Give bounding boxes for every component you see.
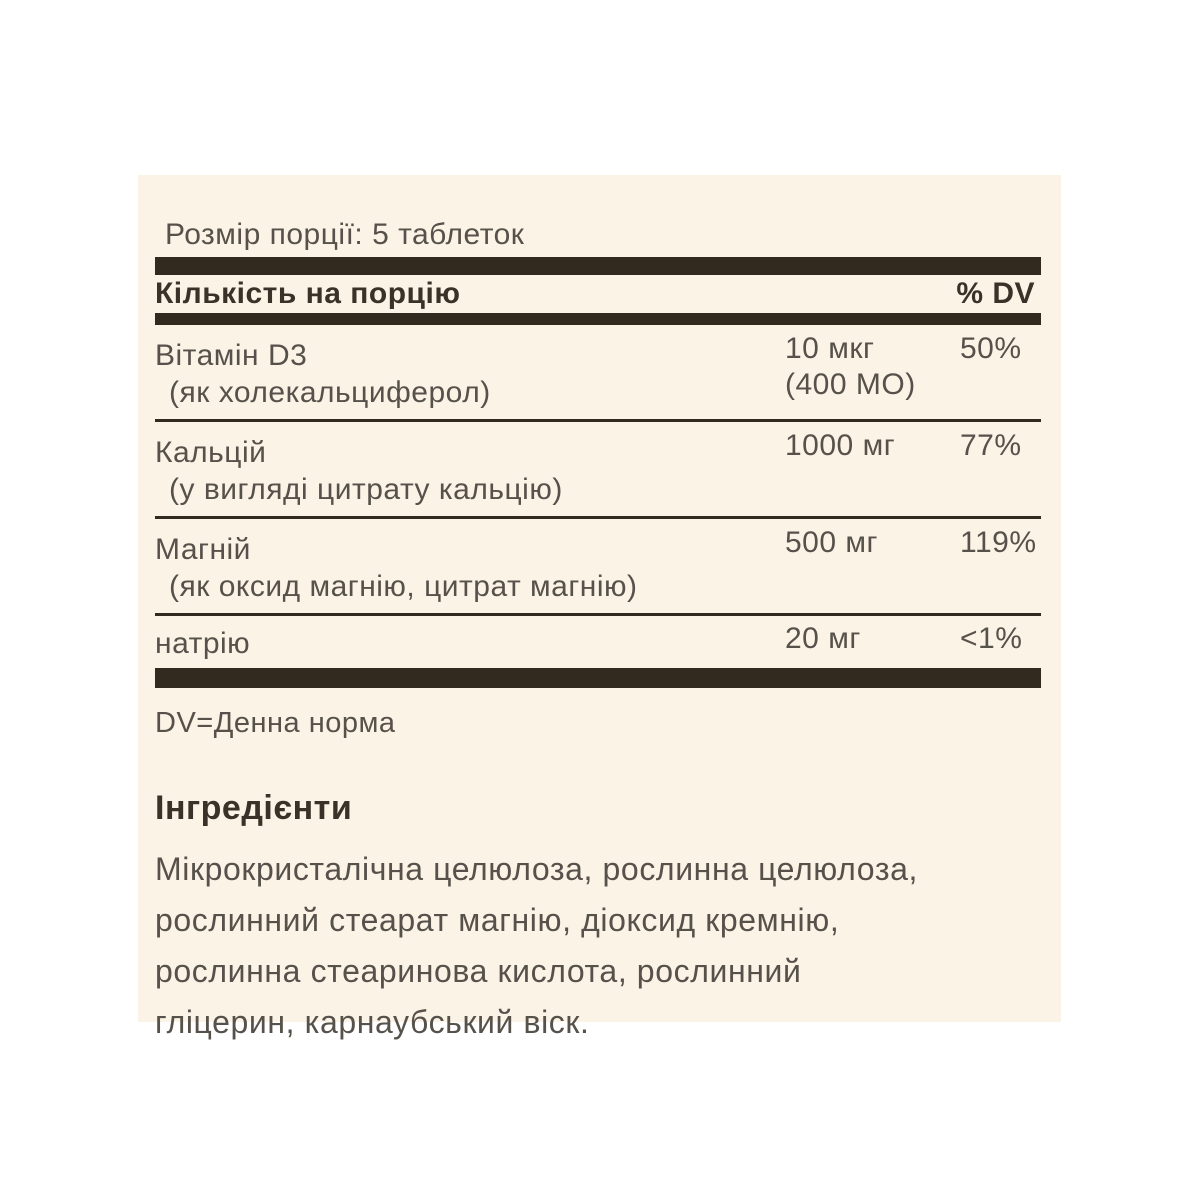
serving-size-text: Розмір порції: 5 таблеток — [165, 218, 525, 251]
nutrient-amount: 10 мкг — [785, 332, 875, 365]
nutrient-dv: 77% — [960, 429, 1022, 462]
ingredients-line: Мікрокристалічна целюлоза, рослинна целюлоза, — [155, 851, 918, 887]
nutrient-name: Магній — [155, 533, 251, 566]
table-row — [155, 325, 1041, 422]
nutrient-name-cell — [155, 621, 785, 662]
nutrient-name: натрію — [155, 627, 251, 660]
nutrient-name-cell — [155, 428, 785, 508]
nutrient-detail: (як холекальциферол) — [169, 376, 491, 409]
dv-footnote: DV=Денна норма — [155, 707, 396, 739]
header-separator-bar — [155, 313, 1041, 325]
nutrient-name: Кальцій — [155, 436, 267, 469]
nutrient-amount-secondary: (400 МО) — [785, 368, 916, 401]
nutrient-dv: 119% — [960, 526, 1037, 559]
table-row — [155, 519, 1041, 616]
nutrient-name-cell — [155, 331, 785, 411]
bottom-separator-bar — [155, 668, 1041, 688]
nutrient-amount-cell — [785, 428, 960, 508]
table-row — [155, 422, 1041, 519]
ingredients-title: Інгредієнти — [155, 789, 353, 827]
top-separator-bar — [155, 257, 1041, 275]
nutrient-detail: (у вигляді цитрату кальцію) — [169, 473, 563, 506]
supplement-facts-label — [138, 175, 1061, 1040]
nutrient-amount: 1000 мг — [785, 429, 896, 462]
nutrient-amount: 20 мг — [785, 622, 861, 655]
ingredients-line: рослинна стеаринова кислота, рослинний — [155, 953, 802, 989]
nutrient-dv: 50% — [960, 332, 1022, 365]
ingredients-line: гліцерин, карнаубський віск. — [155, 1004, 590, 1040]
nutrient-amount-cell — [785, 621, 960, 662]
amount-per-serving-header: Кількість на порцію — [155, 277, 461, 310]
nutrient-amount: 500 мг — [785, 526, 878, 559]
nutrient-dv: <1% — [960, 622, 1023, 655]
table-header-row — [155, 275, 1041, 313]
table-row — [155, 616, 1041, 668]
nutrient-name-cell — [155, 525, 785, 605]
nutrient-name: Вітамін D3 — [155, 339, 308, 372]
nutrient-amount-cell — [785, 331, 960, 411]
percent-dv-header: % DV — [956, 277, 1035, 310]
ingredients-text — [155, 844, 1041, 1048]
nutrient-detail: (як оксид магнію, цитрат магнію) — [169, 570, 638, 603]
ingredients-line: рослинний стеарат магнію, діоксид кремнію, — [155, 902, 840, 938]
nutrient-amount-cell — [785, 525, 960, 605]
